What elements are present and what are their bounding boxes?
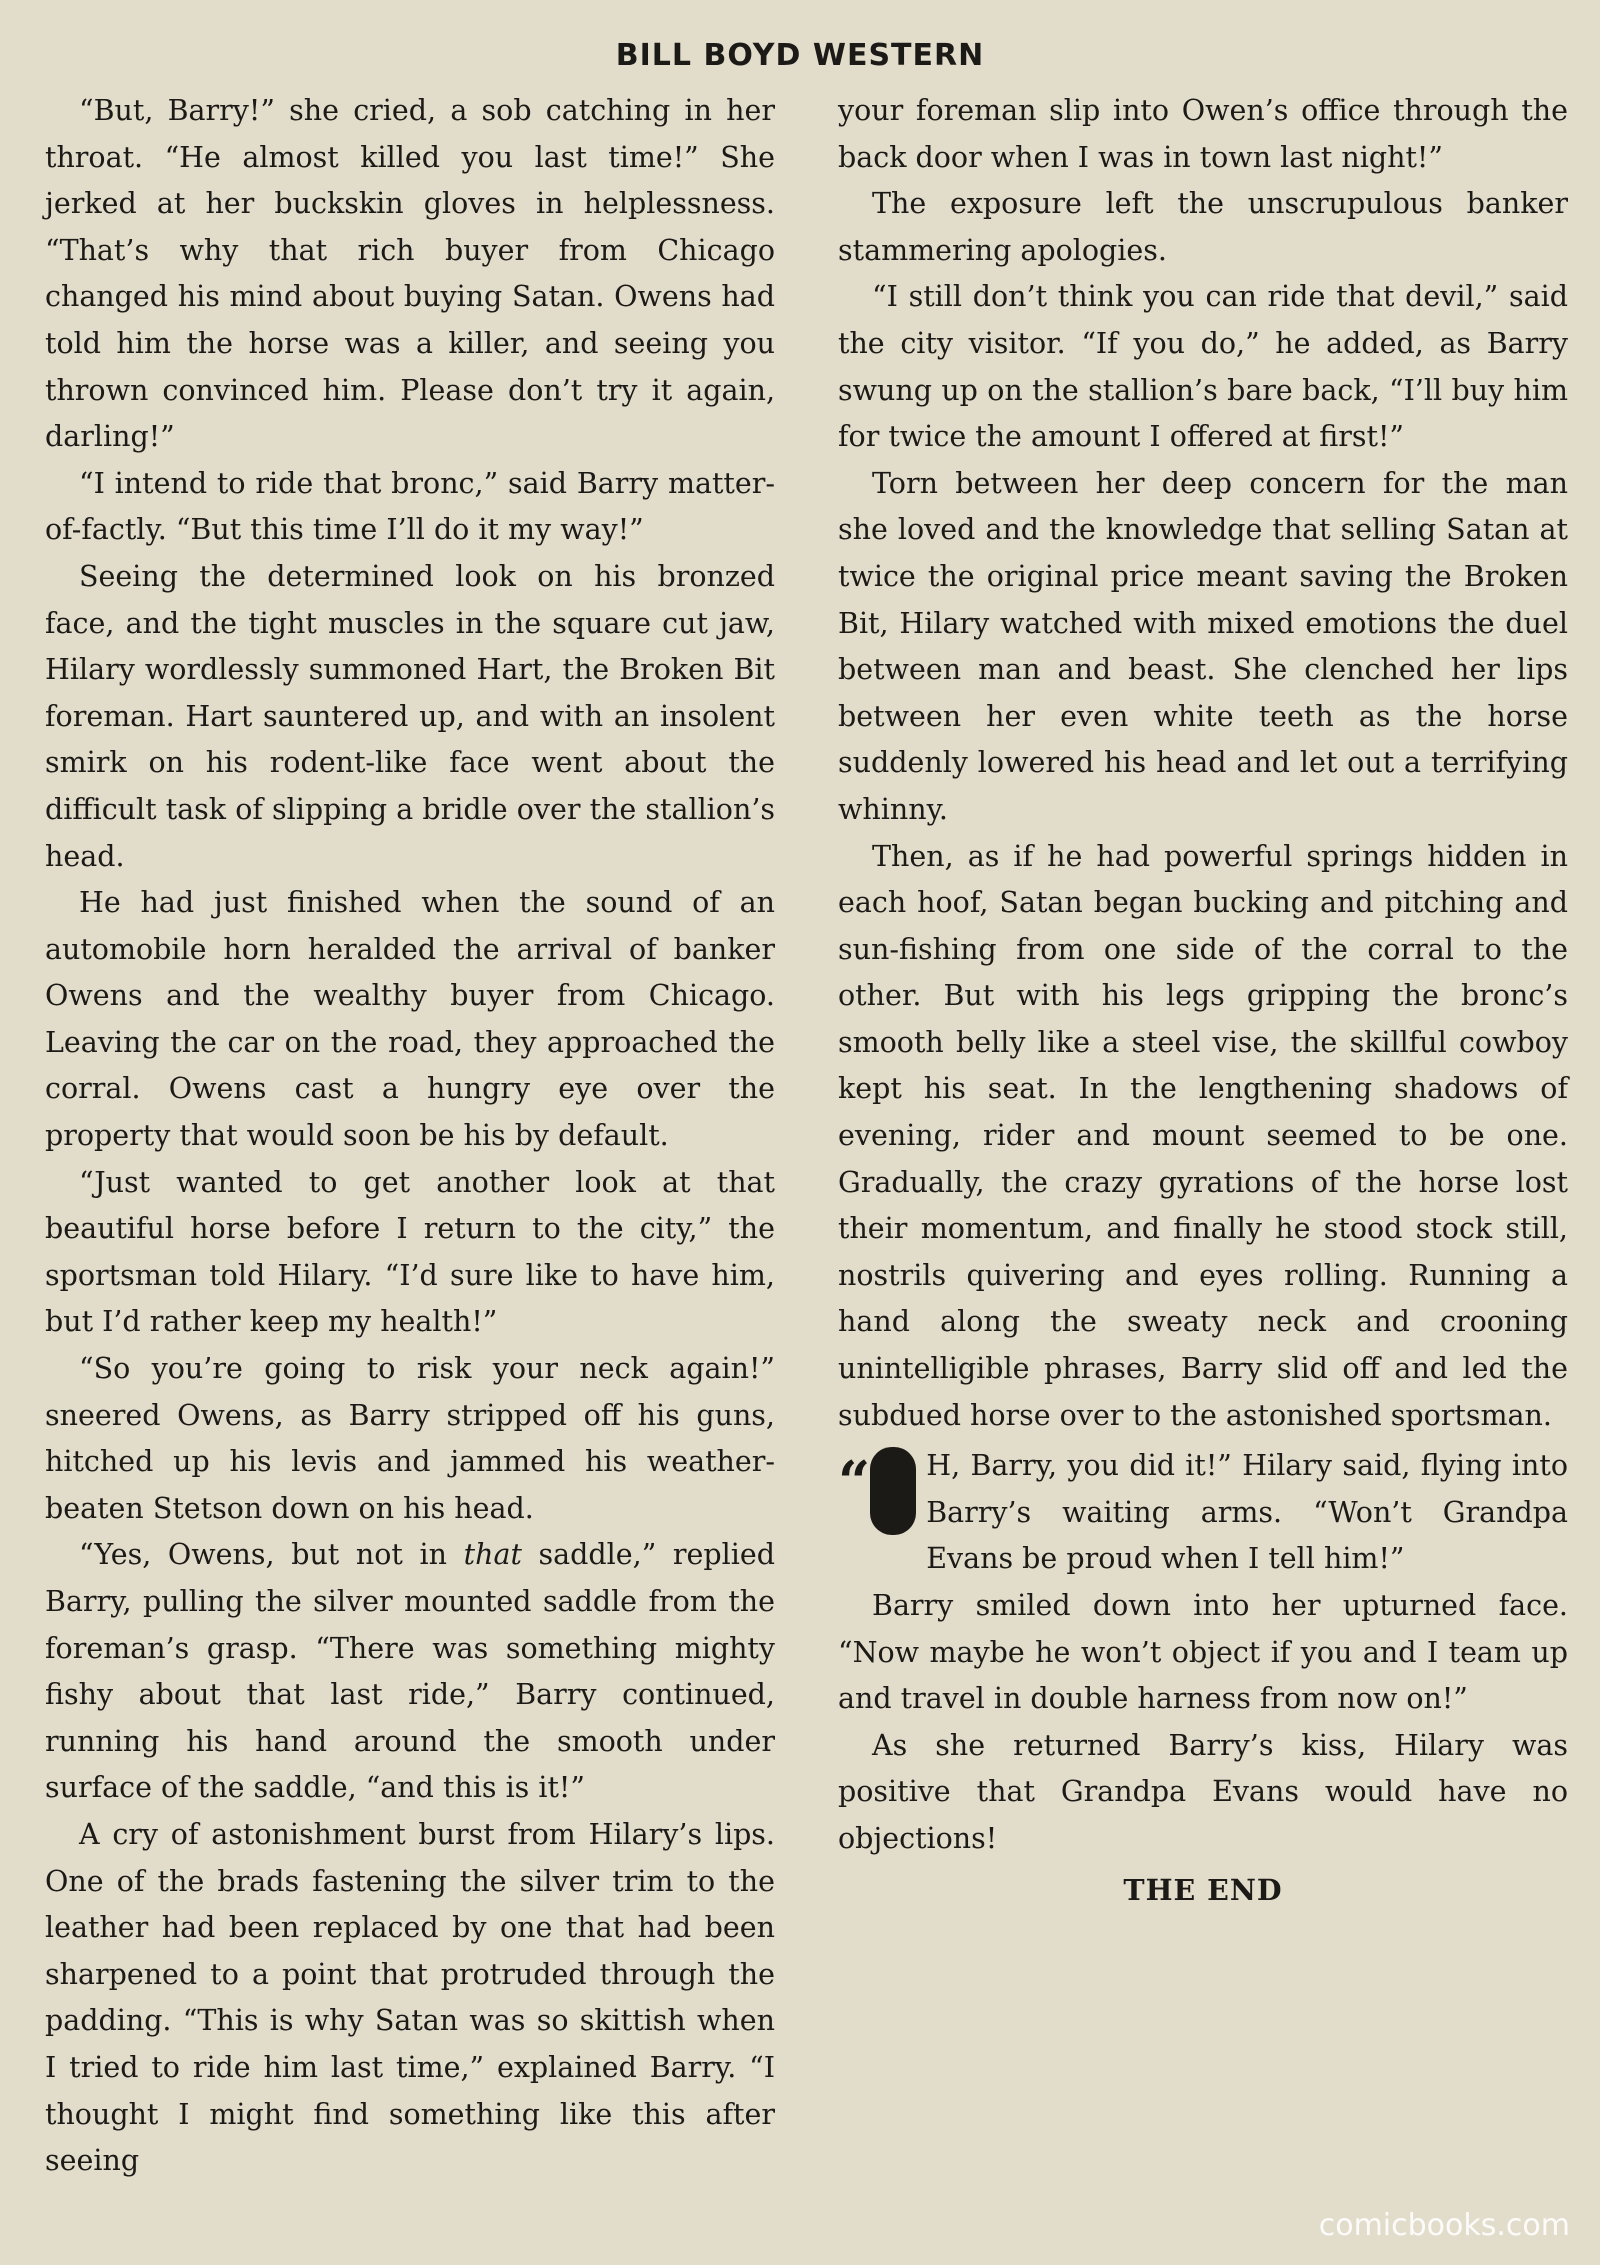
paragraph: “So you’re going to risk your neck again!” sneered Owens, as Barry stripped off his guns, hitched up his levis and jammed his weather-beaten Stetson down on his head. bbox=[45, 1352, 775, 1525]
paragraph: “But, Barry!” she cried, a sob catching in her throat. “He almost killed you last time!” She jerked at her buckskin gloves in helplessness. “That’s why that rich buyer from Chicago changed his mind about buying Satan. Owens had told him the horse was a killer, and seeing you thrown convinced him. Please don’t try it again, darling!” bbox=[45, 94, 775, 454]
emphasis-text: that bbox=[463, 1538, 522, 1572]
paragraph: Barry smiled down into her upturned face. “Now maybe he won’t object if you and I team up and travel in double harness from now on!” bbox=[838, 1589, 1568, 1716]
drop-cap bbox=[838, 1447, 916, 1583]
paragraph: Torn between her deep concern for the man she loved and the knowledge that selling Satan at twice the original price meant saving the Broken Bit, Hilary watched with mixed emotions the duel between man and beast. She clenched her lips between her even white teeth as the horse suddenly lowered his head and let out a terrifying whinny. bbox=[838, 466, 1568, 826]
paragraph-text: “Yes, Owens, but not in bbox=[79, 1538, 464, 1572]
paragraph: “I still don’t think you can ride that devil,” said the city visitor. “If you do,” he added, as Barry swung up on the stallion’s bare back, “I’ll buy him for twice the amount I offered at first!” bbox=[838, 280, 1568, 454]
paragraph: A cry of astonishment burst from Hilary’s lips. One of the brads fastening the silver trim to the leather had been replaced by one that had been sharpened to a point that protruded through the padding. “This is why Satan was so skittish when I tried to ride him last time,” explained Barry. “I thought I might find something like this after seeing bbox=[45, 1817, 775, 2178]
paragraph: “I intend to ride that bronc,” said Barry matter-of-factly. “But this time I’ll do it my way!” bbox=[45, 466, 775, 547]
paragraph: “Just wanted to get another look at that beautiful horse before I return to the city,” the sportsman told Hilary. “I’d sure like to have him, but I’d rather keep my health!” bbox=[45, 1165, 775, 1339]
paragraph: Seeing the determined look on his bronzed face, and the tight muscles in the square cut jaw, Hilary wordlessly summoned Hart, the Broken Bit foreman. Hart sauntered up, and with an insolent smirk on his rodent-like face went about the difficult task of slipping a bridle over the stallion’s head. bbox=[45, 559, 775, 873]
paragraph: The exposure left the unscrupulous banker stammering apologies. bbox=[838, 187, 1568, 267]
right-column bbox=[838, 88, 1568, 1913]
paragraph: He had just finished when the sound of an automobile horn heralded the arrival of banker Owens and the wealthy buyer from Chicago. Leaving the car on the road, they approached the corral. Owens cast a hungry eye over the property that would soon be his by default. bbox=[45, 886, 775, 1153]
paragraph: Then, as if he had powerful springs hidden in each hoof, Satan began bucking and pitching and sun-fishing from one side of the corral to the other. But with his legs gripping the bronc’s smooth belly like a steel vise, the skillful cowboy kept his seat. In the lengthening shadows of evening, rider and mount seemed to be one. Gradually, the crazy gyrations of the horse lost their momentum, and finally he stood stock still, nostrils quivering and eyes rolling. Running a hand along the sweaty neck and crooning unintelligible phrases, Barry slid off and led the subdued horse over to the astonished sportsman. bbox=[838, 839, 1568, 1432]
drop-cap-text: H, Barry, you did it!” Hilary said, flying into Barry’s waiting arms. “Won’t Grandpa Evans be proud when I tell him!” bbox=[926, 1449, 1568, 1576]
drop-cap-quote: “ bbox=[838, 1449, 871, 1516]
left-column bbox=[45, 88, 775, 2185]
drop-cap-letter bbox=[870, 1447, 916, 1535]
paragraph-text: saddle,” replied Barry, pulling the silver mounted saddle from the foreman’s grasp. “There was something mighty fishy about that last ride,” Barry continued, running his hand around the smooth under surface of the saddle, “and this is it!” bbox=[45, 1538, 775, 1805]
site-watermark: comicbooks.com bbox=[1318, 2208, 1570, 2243]
drop-cap-paragraph bbox=[838, 1443, 1568, 1583]
paragraph: your foreman slip into Owen’s office through the back door when I was in town last night!” bbox=[838, 94, 1568, 174]
the-end-label: THE END bbox=[1123, 1872, 1283, 1907]
paragraph: As she returned Barry’s kiss, Hilary was positive that Grandpa Evans would have no objections! bbox=[838, 1728, 1568, 1855]
page-header: BILL BOYD WESTERN bbox=[615, 38, 985, 73]
paragraph bbox=[45, 1532, 775, 1812]
